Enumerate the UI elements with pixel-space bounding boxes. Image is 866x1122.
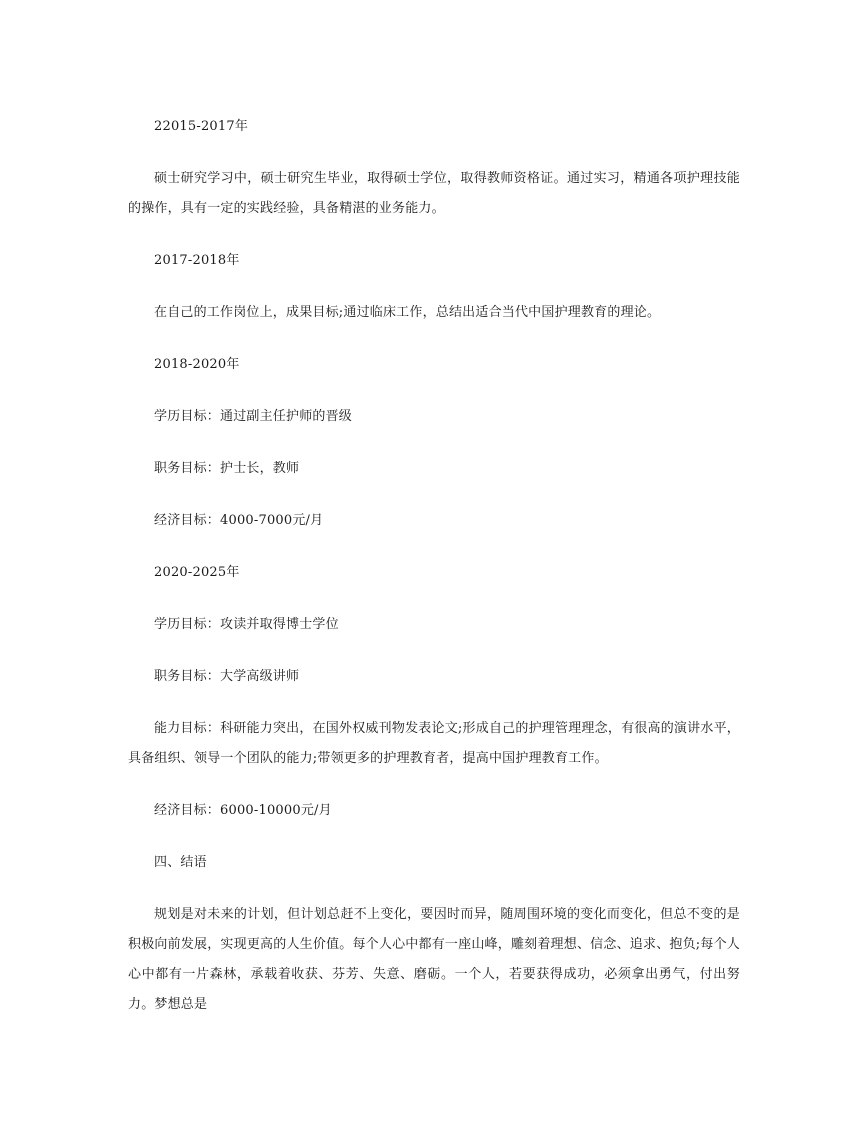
paragraph-period-2015-2017: 22015-2017年 xyxy=(154,119,249,134)
paragraph-work-goal: 在自己的工作岗位上，成果目标;通过临床工作，总结出适合当代中国护理教育的理论。 xyxy=(154,305,661,320)
paragraph-period-2017-2018: 2017-2018年 xyxy=(154,253,240,268)
section-heading-conclusion: 四、结语 xyxy=(154,855,207,870)
paragraph-position-goal-1: 职务目标：护士长，教师 xyxy=(154,461,300,476)
paragraph-period-2018-2020: 2018-2020年 xyxy=(154,357,240,372)
paragraph-ability-goal: 能力目标：科研能力突出，在国外权威刊物发表论文;形成自己的护理管理理念，有很高的演讲水平，具备组织、领导一个团队的能力;带领更多的护理教育者，提高中国护理教育工作。 xyxy=(128,721,740,766)
paragraph-education-goal-2: 学历目标：攻读并取得博士学位 xyxy=(154,617,339,632)
paragraph-economic-goal-1: 经济目标：4000-7000元/月 xyxy=(154,513,324,528)
paragraph-position-goal-2: 职务目标：大学高级讲师 xyxy=(154,669,300,684)
paragraph-masters-study: 硕士研究学习中，硕士研究生毕业，取得硕士学位，取得教师资格证。通过实习，精通各项护理技能的操作，具有一定的实践经验，具备精湛的业务能力。 xyxy=(128,171,740,216)
document-body xyxy=(128,112,740,1020)
paragraph-economic-goal-2: 经济目标：6000-10000元/月 xyxy=(154,803,332,818)
paragraph-period-2020-2025: 2020-2025年 xyxy=(154,565,240,580)
paragraph-conclusion: 规划是对未来的计划，但计划总赶不上变化，要因时而异，随周围环境的变化而变化，但总不变的是积极向前发展，实现更高的人生价值。每个人心中都有一座山峰，雕刻着理想、信念、追求、抱负;每个人心中都有一片森林，承载着收获、芬芳、失意、磨砺。一个人，若要获得成功，必须拿出勇气，付出努力。梦想总是 xyxy=(128,907,740,1012)
paragraph-education-goal-1: 学历目标：通过副主任护师的晋级 xyxy=(154,409,353,424)
